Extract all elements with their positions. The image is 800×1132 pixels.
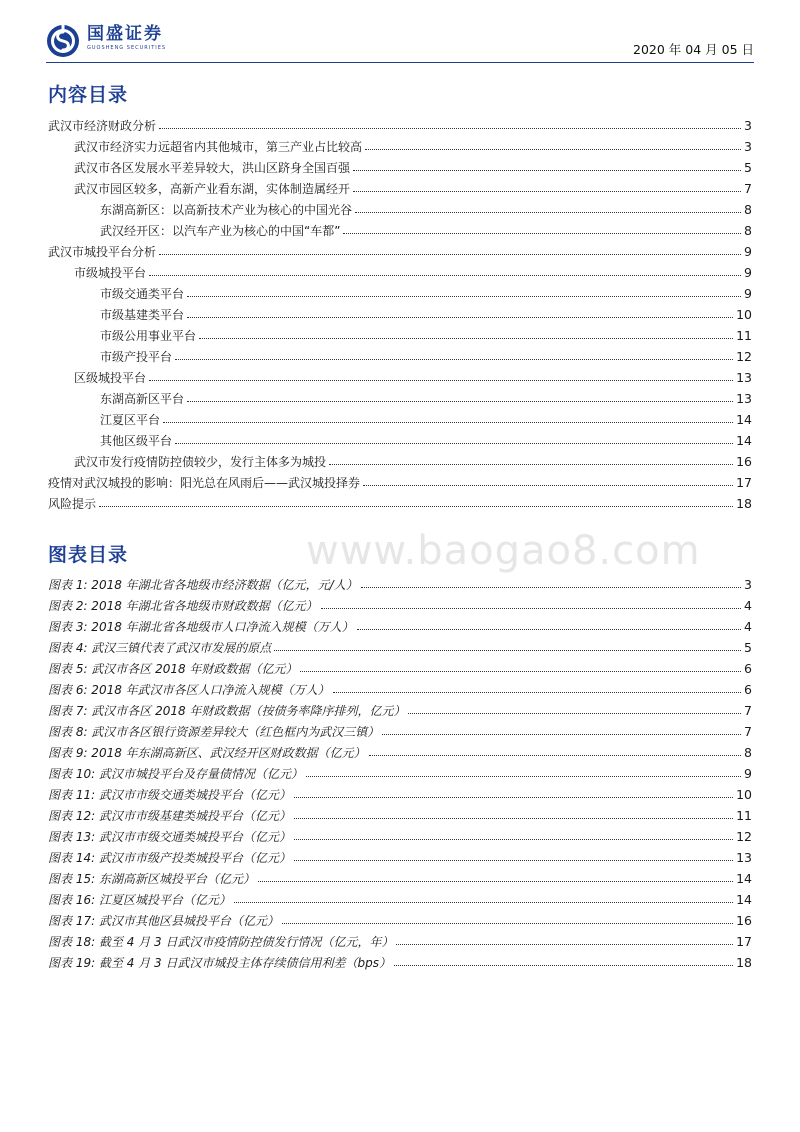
- toc-row[interactable]: [48, 178, 752, 199]
- leader-dots: [187, 317, 733, 318]
- figure-row[interactable]: [48, 952, 752, 973]
- leader-dots: [382, 734, 741, 735]
- leader-dots: [234, 902, 733, 903]
- toc-row[interactable]: [48, 409, 752, 430]
- leader-dots: [394, 965, 733, 966]
- toc-page-number: 9: [744, 265, 752, 280]
- toc-row[interactable]: [48, 325, 752, 346]
- toc-row[interactable]: [48, 283, 752, 304]
- toc-row[interactable]: [48, 220, 752, 241]
- toc-row[interactable]: [48, 493, 752, 514]
- leader-dots: [369, 755, 741, 756]
- toc-row[interactable]: [48, 367, 752, 388]
- leader-dots: [187, 401, 733, 402]
- toc-page-number: 8: [744, 223, 752, 238]
- figure-page-number: 5: [744, 640, 752, 655]
- leader-dots: [99, 506, 733, 507]
- leader-dots: [396, 944, 733, 945]
- toc-page-number: 3: [744, 118, 752, 133]
- toc-page-number: 10: [736, 307, 752, 322]
- figure-row[interactable]: [48, 679, 752, 700]
- figure-entry: 图表 5: 武汉市各区 2018 年财政数据（亿元）: [48, 662, 298, 676]
- figure-page-number: 16: [736, 913, 752, 928]
- figure-row[interactable]: [48, 826, 752, 847]
- figure-page-number: 13: [736, 850, 752, 865]
- leader-dots: [159, 254, 741, 255]
- toc-row[interactable]: [48, 241, 752, 262]
- figure-entry: 图表 18: 截至 4 月 3 日武汉市疫情防控债发行情况（亿元，年）: [48, 935, 394, 949]
- figure-page-number: 12: [736, 829, 752, 844]
- figure-entry: 图表 8: 武汉市各区银行资源差异较大（红色框内为武汉三镇）: [48, 725, 380, 739]
- toc-page-number: 17: [736, 475, 752, 490]
- leader-dots: [321, 608, 741, 609]
- figure-entry: 图表 19: 截至 4 月 3 日武汉市城投主体存续债信用利差（bps）: [48, 956, 391, 970]
- figure-entry: 图表 9: 2018 年东湖高新区、武汉经开区财政数据（亿元）: [48, 746, 366, 760]
- figure-row[interactable]: [48, 889, 752, 910]
- figure-row[interactable]: [48, 658, 752, 679]
- figure-page-number: 6: [744, 661, 752, 676]
- toc-row[interactable]: [48, 430, 752, 451]
- figure-entry: 图表 3: 2018 年湖北省各地级市人口净流入规模（万人）: [48, 620, 354, 634]
- leader-dots: [294, 839, 733, 840]
- leader-dots: [187, 296, 741, 297]
- toc-page-number: 14: [736, 412, 752, 427]
- toc-page-number: 8: [744, 202, 752, 217]
- toc-entry: 武汉市园区较多，高新产业看东湖，实体制造属经开: [74, 182, 351, 196]
- toc-entry: 其他区级平台: [100, 434, 173, 448]
- figure-entry: 图表 2: 2018 年湖北省各地级市财政数据（亿元）: [48, 599, 318, 613]
- leader-dots: [175, 443, 733, 444]
- leader-dots: [258, 881, 733, 882]
- leader-dots: [294, 860, 733, 861]
- leader-dots: [274, 650, 741, 651]
- toc-entry: 疫情对武汉城投的影响：阳光总在风雨后——武汉城投择券: [48, 476, 361, 490]
- leader-dots: [357, 629, 741, 630]
- figure-page-number: 8: [744, 745, 752, 760]
- company-name-cn: 国盛证券: [87, 24, 163, 44]
- figure-row[interactable]: [48, 742, 752, 763]
- figure-row[interactable]: [48, 847, 752, 868]
- figure-page-number: 18: [736, 955, 752, 970]
- toc-row[interactable]: [48, 304, 752, 325]
- leader-dots: [199, 338, 733, 339]
- leader-dots: [363, 485, 733, 486]
- toc-row[interactable]: [48, 346, 752, 367]
- leader-dots: [294, 797, 733, 798]
- figure-row[interactable]: [48, 616, 752, 637]
- figure-page-number: 14: [736, 892, 752, 907]
- toc-page-number: 9: [744, 244, 752, 259]
- figure-page-number: 10: [736, 787, 752, 802]
- toc-entry: 风险提示: [48, 497, 97, 511]
- figure-entry: 图表 17: 武汉市其他区县城投平台（亿元）: [48, 914, 279, 928]
- figure-row[interactable]: [48, 721, 752, 742]
- toc-row[interactable]: [48, 157, 752, 178]
- leader-dots: [149, 275, 741, 276]
- figure-row[interactable]: [48, 784, 752, 805]
- toc-page-number: 14: [736, 433, 752, 448]
- toc-entry: 市级城投平台: [74, 266, 147, 280]
- toc-page-number: 7: [744, 181, 752, 196]
- figure-page-number: 4: [744, 619, 752, 634]
- figure-row[interactable]: [48, 763, 752, 784]
- figure-entry: 图表 10: 武汉市城投平台及存量债情况（亿元）: [48, 767, 303, 781]
- figure-page-number: 6: [744, 682, 752, 697]
- leader-dots: [282, 923, 733, 924]
- toc-entry: 区级城投平台: [74, 371, 147, 385]
- figures-list: [48, 574, 752, 973]
- toc-row[interactable]: [48, 262, 752, 283]
- leader-dots: [175, 359, 733, 360]
- toc-entry: 市级基建类平台: [100, 308, 185, 322]
- figures-title: 图表目录: [48, 544, 129, 566]
- toc-entry: 市级公用事业平台: [100, 329, 197, 343]
- leader-dots: [163, 422, 733, 423]
- figure-page-number: 9: [744, 766, 752, 781]
- toc-entry: 东湖高新区平台: [100, 392, 185, 406]
- leader-dots: [149, 380, 733, 381]
- leader-dots: [294, 818, 733, 819]
- page-header: [46, 22, 754, 63]
- leader-dots: [361, 587, 741, 588]
- leader-dots: [343, 233, 741, 234]
- toc-page-number: 5: [744, 160, 752, 175]
- toc-page-number: 13: [736, 391, 752, 406]
- figure-entry: 图表 13: 武汉市市级交通类城投平台（亿元）: [48, 830, 291, 844]
- figure-row[interactable]: [48, 595, 752, 616]
- leader-dots: [353, 170, 741, 171]
- figure-row[interactable]: [48, 868, 752, 889]
- toc-entry: 武汉市城投平台分析: [48, 245, 157, 259]
- toc-entry: 江夏区平台: [100, 413, 161, 427]
- leader-dots: [355, 212, 741, 213]
- toc-entry: 市级交通类平台: [100, 287, 185, 301]
- toc-page-number: 9: [744, 286, 752, 301]
- toc-page-number: 18: [736, 496, 752, 511]
- figure-page-number: 11: [736, 808, 752, 823]
- toc-entry: 武汉市各区发展水平差异较大，洪山区跻身全国百强: [74, 161, 351, 175]
- company-name-en: GUOSHENG SECURITIES: [87, 45, 167, 51]
- figure-page-number: 4: [744, 598, 752, 613]
- figure-page-number: 17: [736, 934, 752, 949]
- contents-title: 内容目录: [48, 84, 129, 106]
- contents-list: [48, 115, 752, 514]
- figure-page-number: 3: [744, 577, 752, 592]
- toc-row[interactable]: [48, 451, 752, 472]
- report-date: 2020 年 04 月 05 日: [633, 42, 754, 57]
- toc-row[interactable]: [48, 388, 752, 409]
- toc-page-number: 12: [736, 349, 752, 364]
- figure-entry: 图表 6: 2018 年武汉市各区人口净流入规模（万人）: [48, 683, 330, 697]
- leader-dots: [329, 464, 733, 465]
- toc-row[interactable]: [48, 199, 752, 220]
- leader-dots: [408, 713, 741, 714]
- figure-entry: 图表 14: 武汉市市级产投类城投平台（亿元）: [48, 851, 291, 865]
- leader-dots: [353, 191, 741, 192]
- toc-row[interactable]: [48, 472, 752, 493]
- guosheng-logo-icon: [46, 24, 80, 58]
- figure-row[interactable]: [48, 700, 752, 721]
- figure-row[interactable]: [48, 574, 752, 595]
- figure-row[interactable]: [48, 910, 752, 931]
- toc-page-number: 11: [736, 328, 752, 343]
- leader-dots: [306, 776, 741, 777]
- figure-page-number: 7: [744, 724, 752, 739]
- figure-row[interactable]: [48, 637, 752, 658]
- toc-entry: 武汉市发行疫情防控债较少，发行主体多为城投: [74, 455, 327, 469]
- figure-page-number: 7: [744, 703, 752, 718]
- toc-row[interactable]: [48, 115, 752, 136]
- toc-entry: 武汉经开区：以汽车产业为核心的中国“车都”: [100, 224, 341, 238]
- toc-entry: 东湖高新区：以高新技术产业为核心的中国光谷: [100, 203, 353, 217]
- toc-page-number: 3: [744, 139, 752, 154]
- figure-entry: 图表 11: 武汉市市级交通类城投平台（亿元）: [48, 788, 291, 802]
- figure-row[interactable]: [48, 931, 752, 952]
- toc-entry: 武汉市经济财政分析: [48, 119, 157, 133]
- toc-page-number: 16: [736, 454, 752, 469]
- leader-dots: [365, 149, 741, 150]
- figure-entry: 图表 4: 武汉三镇代表了武汉市发展的原点: [48, 641, 272, 655]
- toc-entry: 武汉市经济实力远超省内其他城市，第三产业占比较高: [74, 140, 363, 154]
- figure-row[interactable]: [48, 805, 752, 826]
- toc-entry: 市级产投平台: [100, 350, 173, 364]
- figure-page-number: 14: [736, 871, 752, 886]
- toc-row[interactable]: [48, 136, 752, 157]
- figure-entry: 图表 1: 2018 年湖北省各地级市经济数据（亿元，元/人）: [48, 578, 358, 592]
- leader-dots: [159, 128, 741, 129]
- leader-dots: [333, 692, 741, 693]
- toc-page-number: 13: [736, 370, 752, 385]
- figure-entry: 图表 12: 武汉市市级基建类城投平台（亿元）: [48, 809, 291, 823]
- figure-entry: 图表 16: 江夏区城投平台（亿元）: [48, 893, 231, 907]
- figure-entry: 图表 15: 东湖高新区城投平台（亿元）: [48, 872, 255, 886]
- company-logo: [46, 24, 166, 58]
- leader-dots: [300, 671, 741, 672]
- watermark: www.baogao8.com: [306, 528, 701, 574]
- figure-entry: 图表 7: 武汉市各区 2018 年财政数据（按债务率降序排列，亿元）: [48, 704, 406, 718]
